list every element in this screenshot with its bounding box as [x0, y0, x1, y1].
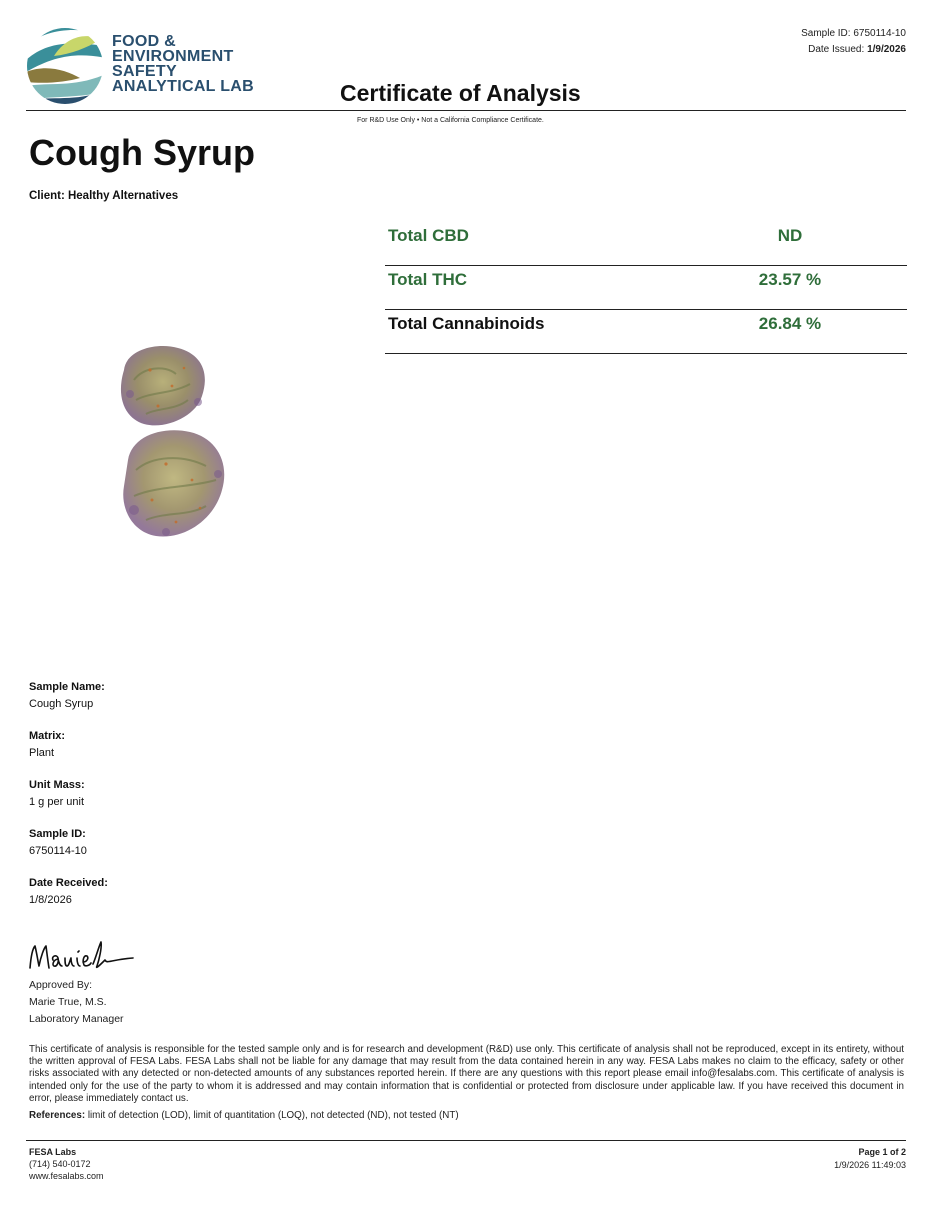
summary-row-total-thc — [385, 266, 907, 310]
summary-value: 23.57 % — [758, 270, 822, 289]
lab-name — [112, 34, 254, 94]
legal-disclaimer: This certificate of analysis is responsible for the tested sample only and is for research and development (R&D) use only. This certificate of analysis shall not be reproduced, except in its entirety, without the written approval of FESA Labs. FESA Labs shall not be liable for any damage that may result from the data contained herein in any way. FESA Labs makes no claim to the efficacy, safety or other risks associated with any detected or non-detected amounts of any substances reported herein. If there are any questions with this report please email info@fesalabs.com. This certificate of analysis is intended only for the use of the party to whom it is addressed and may contain information that is confidential or protected from disclosure under applicable law. If you have received this document in error, please immediately contact us. — [29, 1044, 904, 1104]
field-key: Unit Mass: — [29, 779, 85, 791]
field-key: Sample ID: — [29, 828, 86, 840]
summary-value: 26.84 % — [758, 314, 822, 333]
field-unit-mass — [29, 778, 108, 809]
document-title: Certificate of Analysis — [340, 80, 581, 106]
product-title: Cough Syrup — [29, 132, 255, 173]
field-matrix — [29, 729, 108, 760]
field-value: 1/8/2026 — [29, 894, 72, 906]
sample-id-value: 6750114-10 — [853, 28, 906, 39]
document-meta — [801, 26, 906, 58]
references — [29, 1110, 459, 1121]
summary-row-total-cbd — [385, 222, 907, 266]
footer-website[interactable]: www.fesalabs.com — [29, 1171, 104, 1181]
footer-page-info — [834, 1146, 906, 1172]
footer-phone: (714) 540-0172 — [29, 1159, 91, 1169]
footer-contact — [29, 1146, 104, 1182]
page-number: Page 1 of 2 — [858, 1147, 906, 1157]
approver-role: Laboratory Manager — [29, 1013, 124, 1025]
sample-id-label: Sample ID: — [801, 28, 851, 39]
references-text: limit of detection (LOD), limit of quantitation (LOQ), not detected (ND), not tested (NT) — [85, 1110, 459, 1121]
summary-value: ND — [777, 226, 803, 245]
field-key: Date Received: — [29, 877, 108, 889]
field-value: 1 g per unit — [29, 796, 85, 808]
footer-timestamp: 1/9/2026 11:49:03 — [834, 1160, 906, 1170]
footer-org: FESA Labs — [29, 1147, 77, 1157]
lab-name-line: ANALYTICAL LAB — [112, 78, 254, 95]
signature-image — [27, 934, 137, 976]
summary-label: Total Cannabinoids — [388, 314, 545, 333]
field-value: Cough Syrup — [29, 698, 94, 710]
approver-name: Marie True, M.S. — [29, 996, 107, 1008]
summary-label: Total CBD — [388, 226, 469, 245]
field-key: Matrix: — [29, 730, 66, 742]
lab-logo-icon — [26, 26, 106, 108]
sample-details — [29, 680, 108, 925]
approval-block — [29, 977, 124, 1028]
references-label: References: — [29, 1110, 86, 1121]
client-name: Client: Healthy Alternatives — [29, 190, 179, 202]
lab-logo — [26, 26, 256, 110]
footer-divider — [26, 1140, 906, 1141]
date-issued-meta — [801, 42, 906, 58]
lab-name-line: FOOD & — [112, 33, 177, 50]
approved-by-label: Approved By: — [29, 979, 93, 991]
field-sample-id — [29, 827, 108, 858]
field-sample-name — [29, 680, 108, 711]
cannabis-bud-image — [106, 340, 236, 544]
field-key: Sample Name: — [29, 681, 105, 693]
lab-name-line: ENVIRONMENT — [112, 48, 234, 65]
field-value: 6750114-10 — [29, 845, 87, 857]
header-divider — [26, 110, 906, 111]
summary-row-total-cannabinoids — [385, 310, 907, 354]
summary-label: Total THC — [388, 270, 468, 289]
cannabinoid-summary — [385, 222, 907, 354]
field-value: Plant — [29, 747, 55, 759]
sample-id-meta — [801, 26, 906, 42]
field-date-received — [29, 876, 108, 907]
top-disclaimer: For R&D Use Only • Not a California Compliance Certificate. — [357, 117, 544, 124]
lab-name-line: SAFETY — [112, 63, 177, 80]
date-issued-value: 1/9/2026 — [867, 44, 906, 55]
date-issued-label: Date Issued: — [808, 44, 865, 55]
